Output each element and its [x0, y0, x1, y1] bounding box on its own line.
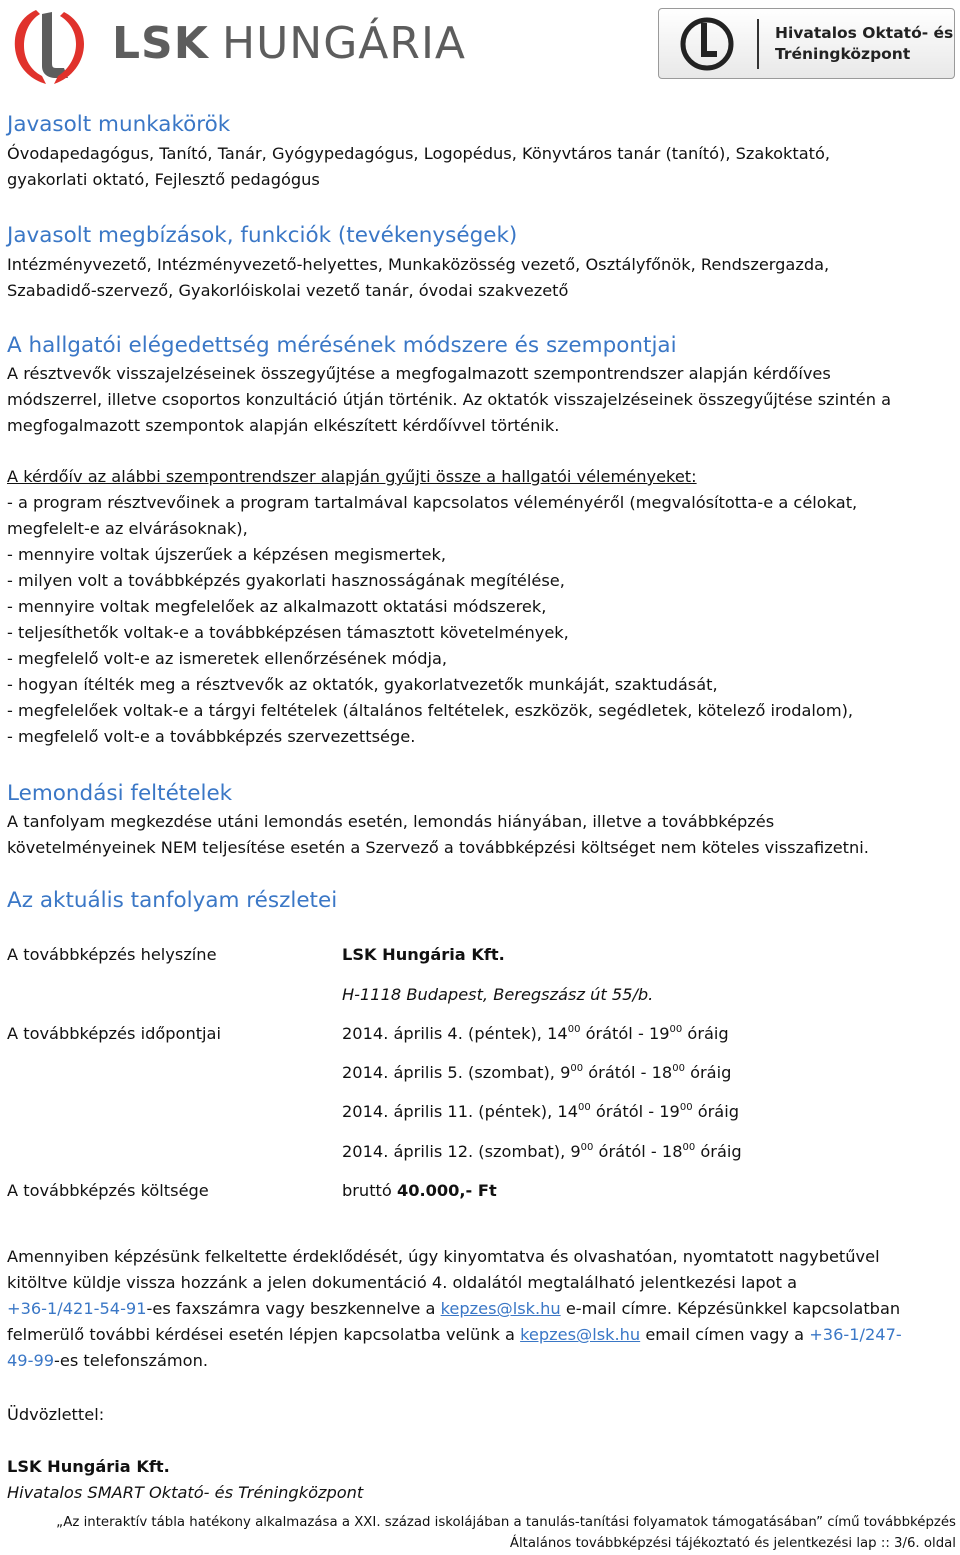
contact-line — [7, 1296, 957, 1322]
cancellation-text — [7, 809, 957, 861]
section-title-course: Az aktuális tanfolyam részletei — [7, 888, 338, 913]
contact-text-segment: -es faxszámra vagy beszkennelve a — [146, 1299, 441, 1318]
date-end: óráig — [684, 1063, 732, 1082]
criteria-item: - megfelelő volt-e a továbbképzés szervezettsége. — [7, 727, 416, 746]
cost-prefix: bruttó — [342, 1181, 397, 1200]
date-row — [342, 1021, 729, 1047]
date-day: 2014. április 11. (péntek), 14 — [342, 1102, 578, 1121]
cost-amount: 40.000,- Ft — [396, 1181, 497, 1200]
location-address — [342, 982, 653, 1008]
contact-text-segment: felmerülő további kérdései esetén lépjen kapcsolatba velünk a — [7, 1325, 521, 1344]
email-link[interactable]: kepzes@lsk.hu — [520, 1325, 641, 1344]
phone-number-link-cont[interactable]: 49-99 — [7, 1351, 55, 1370]
contact-text-segment: -es telefonszámon. — [54, 1351, 208, 1370]
date-day: 2014. április 12. (szombat), 9 — [342, 1142, 581, 1161]
date-day: 2014. április 4. (péntek), 14 — [342, 1024, 568, 1043]
badge-line-2: Tréningközpont — [775, 45, 911, 63]
contact-line: Amennyiben képzésünk felkeltette érdeklődését, úgy kinyomtatva és olvashatóan, nyomtatott nagybetűvel — [7, 1247, 880, 1266]
cancellation-line: A tanfolyam megkezdése utáni lemondás esetén, lemondás hiányában, illetve a továbbképzés — [7, 812, 775, 831]
criteria-list — [7, 464, 957, 750]
criteria-item: - a program résztvevőinek a program tartalmával kapcsolatos véleményéről (megvalósította-e a célokat, — [7, 493, 858, 512]
date-row — [342, 1099, 739, 1125]
roles-line: Szabadidő-szervező, Gyakorlóiskolai vezető tanár, óvodai szakvezető — [7, 281, 569, 300]
date-from-minutes: 00 — [580, 1142, 594, 1153]
phone-number-link[interactable]: +36-1/247- — [809, 1325, 902, 1344]
contact-line — [7, 1322, 957, 1348]
date-day: 2014. április 5. (szombat), 9 — [342, 1063, 571, 1082]
satisfaction-line: megfogalmazott szempontok alapján elkészített kérdőívvel történik. — [7, 416, 560, 435]
criteria-item: - mennyire voltak megfelelőek az alkalmazott oktatási módszerek, — [7, 597, 547, 616]
date-to-minutes: 00 — [669, 1024, 683, 1035]
dates-label: A továbbképzés időpontjai — [7, 1024, 221, 1043]
criteria-item: - hogyan ítélték meg a résztvevők az oktatók, gyakorlatvezetők munkáját, szaktudását, — [7, 675, 718, 694]
signoff-company-text: LSK Hungária Kft. — [7, 1457, 170, 1476]
date-from-minutes: 00 — [570, 1063, 584, 1074]
page-footer — [56, 1512, 956, 1554]
badge-logo-icon — [679, 17, 735, 71]
badge-line-1: Hivatalos Oktató- és — [775, 24, 954, 42]
signoff-subtitle-text: Hivatalos SMART Oktató- és Tréningközpont — [7, 1483, 364, 1502]
satisfaction-text — [7, 361, 957, 439]
roles-text — [7, 252, 957, 304]
satisfaction-line: A résztvevők visszajelzéseinek összegyűjtése a megfogalmazott szempontrendszer alapján kérdőíves — [7, 364, 831, 383]
criteria-item: - mennyire voltak újszerűek a képzésen megismertek, — [7, 545, 447, 564]
criteria-item: - milyen volt a továbbképzés gyakorlati hasznosságának megítélése, — [7, 571, 565, 590]
section-title-roles: Javasolt megbízások, funkciók (tevékenységek) — [7, 223, 518, 248]
criteria-item: - teljesíthetők voltak-e a továbbképzésen támasztott követelmények, — [7, 623, 569, 642]
badge-text — [775, 23, 953, 65]
jobs-line: gyakorlati oktató, Fejlesztő pedagógus — [7, 170, 320, 189]
section-title-jobs: Javasolt munkakörök — [7, 112, 231, 137]
contact-line: kitöltve küldje vissza hozzánk a jelen dokumentáció 4. oldalától megtalálható jelentkezési lapot a — [7, 1273, 797, 1292]
roles-line: Intézményvezető, Intézményvezető-helyettes, Munkaközösség vezető, Osztályfőnök, Rendszergazda, — [7, 255, 830, 274]
footer-course-title: „Az interaktív tábla hatékony alkalmazása a XXI. század iskolájában a tanulás-tanítási folyamatok támogatásában” című továbbképzés — [56, 1515, 956, 1530]
contact-text-segment: email címen vagy a — [640, 1325, 810, 1344]
date-from-minutes: 00 — [578, 1102, 591, 1113]
contact-line — [7, 1348, 957, 1374]
criteria-item: - megfelelőek voltak-e a tárgyi feltételek (általános feltételek, eszközök, segédletek, kötelező irodalom), — [7, 701, 854, 720]
cancellation-line: követelményeinek NEM teljesítése esetén a Szervező a továbbképzési költséget nem köteles visszafizetni. — [7, 838, 869, 857]
date-to-minutes: 00 — [679, 1102, 693, 1113]
date-row — [342, 1060, 731, 1086]
signoff-subtitle — [7, 1480, 363, 1506]
official-center-badge — [658, 8, 955, 79]
date-end: óráig — [692, 1102, 739, 1121]
section-title-satisfaction: A hallgatói elégedettség mérésének módszere és szempontjai — [7, 333, 677, 358]
contact-text — [7, 1244, 957, 1374]
lsk-logo-mark — [6, 4, 92, 90]
contact-text-segment: e-mail címre. Képzésünkkel kapcsolatban — [560, 1299, 901, 1318]
date-mid: órától - 18 — [583, 1063, 673, 1082]
cost-label: A továbbképzés költsége — [7, 1181, 209, 1200]
date-to-minutes: 00 — [682, 1142, 696, 1153]
greeting: Üdvözlettel: — [7, 1405, 105, 1424]
date-from-minutes: 00 — [567, 1024, 581, 1035]
location-address-text: H-1118 Budapest, Beregszász út 55/b. — [342, 985, 654, 1004]
date-mid: órától - 19 — [580, 1024, 670, 1043]
date-mid: órától - 18 — [593, 1142, 683, 1161]
logo-text-hungaria: HUNGÁRIA — [221, 18, 467, 69]
logo-text-lsk: LSK — [112, 18, 209, 69]
location-label: A továbbképzés helyszíne — [7, 945, 217, 964]
email-link[interactable]: kepzes@lsk.hu — [440, 1299, 561, 1318]
date-end: óráig — [695, 1142, 742, 1161]
jobs-line: Óvodapedagógus, Tanító, Tanár, Gyógypedagógus, Logopédus, Könyvtáros tanár (tanító), Szakoktató, — [7, 144, 831, 163]
date-row — [342, 1139, 742, 1165]
cost-value — [342, 1178, 497, 1204]
jobs-text — [7, 141, 957, 193]
signoff-company — [7, 1454, 170, 1480]
location-name — [342, 942, 505, 968]
criteria-item: - megfelelő volt-e az ismeretek ellenőrzésének módja, — [7, 649, 448, 668]
location-name-text: LSK Hungária Kft. — [342, 945, 505, 964]
section-title-cancellation: Lemondási feltételek — [7, 781, 233, 806]
criteria-intro: A kérdőív az alábbi szempontrendszer alapján gyűjti össze a hallgatói véleményeket: — [7, 467, 697, 486]
fax-number-link[interactable]: +36-1/421-54-91 — [7, 1299, 147, 1318]
badge-divider — [757, 19, 759, 69]
logo-wordmark — [112, 16, 466, 72]
date-end: óráig — [682, 1024, 729, 1043]
date-to-minutes: 00 — [672, 1063, 685, 1074]
satisfaction-line: módszerrel, illetve csoportos konzultáció útján történik. Az oktatók visszajelzéseinek összegyűjtése szintén a — [7, 390, 892, 409]
footer-page-info: Általános továbbképzési tájékoztató és jelentkezési lap :: 3/6. oldal — [509, 1536, 956, 1551]
date-mid: órától - 19 — [590, 1102, 680, 1121]
criteria-item: megfelelt-e az elvárásoknak), — [7, 519, 248, 538]
